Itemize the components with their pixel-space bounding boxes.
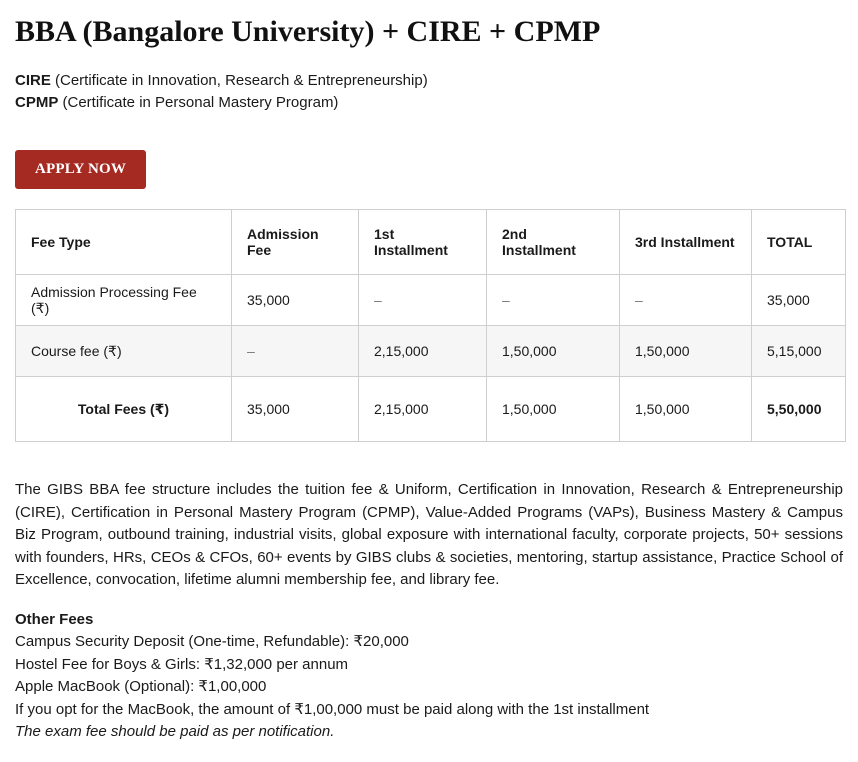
definition-abbr: CPMP — [15, 94, 59, 111]
table-cell: 35,000 — [752, 275, 846, 326]
table-cell: 2,15,000 — [359, 326, 487, 377]
col-header-total: TOTAL — [752, 210, 846, 275]
table-cell: 35,000 — [232, 275, 359, 326]
table-row-total — [16, 377, 846, 442]
table-cell: Course fee (₹) — [16, 326, 232, 377]
col-header-fee-type: Fee Type — [16, 210, 232, 275]
table-cell: 1,50,000 — [487, 377, 620, 442]
fee-table — [15, 209, 846, 442]
list-item: Hostel Fee for Boys & Girls: ₹1,32,000 per annum — [15, 655, 349, 673]
table-cell: Total Fees (₹) — [16, 377, 232, 442]
other-fees-heading: Other Fees — [15, 610, 94, 628]
fee-table-header-row — [16, 210, 846, 275]
program-definitions — [15, 70, 843, 114]
list-item: If you opt for the MacBook, the amount of ₹1,00,000 must be paid along with the 1st installment — [15, 700, 650, 718]
exam-fee-note: The exam fee should be paid as per notification. — [15, 723, 335, 741]
definition-cpmp — [15, 92, 843, 114]
other-fees — [15, 609, 843, 744]
col-header-3rd-installment: 3rd Installment — [620, 210, 752, 275]
apply-now-button[interactable]: APPLY NOW — [15, 150, 146, 189]
col-header-admission-fee: Admission Fee — [232, 210, 359, 275]
table-cell: – — [620, 275, 752, 326]
definition-text: (Certificate in Personal Mastery Program) — [58, 94, 339, 111]
definition-abbr: CIRE — [15, 72, 51, 89]
definition-text: (Certificate in Innovation, Research & Entrepreneurship) — [50, 72, 428, 89]
table-cell-grand-total: 5,50,000 — [752, 377, 846, 442]
table-cell: 1,50,000 — [620, 377, 752, 442]
table-cell: 5,15,000 — [752, 326, 846, 377]
list-item: Campus Security Deposit (One-time, Refundable): ₹20,000 — [15, 633, 409, 651]
col-header-2nd-installment: 2nd Installment — [487, 210, 620, 275]
table-cell: 1,50,000 — [487, 326, 620, 377]
table-cell: – — [487, 275, 620, 326]
table-cell: – — [359, 275, 487, 326]
fee-description: The GIBS BBA fee structure includes the tuition fee & Uniform, Certification in Innovation, Research & Entrepreneurship (CIRE), Certification in Personal Mastery Program (CPMP), Value-Added Programs (VAPs), Business Mastery & Campus Biz Program, outbound training, industrial visits, global exposure with international faculty, corporate projects, 50+ sessions with founders, HRs, CEOs & CFOs, 60+ events by GIBS clubs & societies, mentoring, startup assistance, Practice School of Excellence, convocation, lifetime alumni membership fee, and library fee. — [15, 481, 843, 589]
table-cell: 2,15,000 — [359, 377, 487, 442]
list-item: Apple MacBook (Optional): ₹1,00,000 — [15, 678, 267, 696]
page-title: BBA (Bangalore University) + CIRE + CPMP — [15, 15, 601, 48]
table-row — [16, 275, 846, 326]
table-row — [16, 326, 846, 377]
table-cell: 1,50,000 — [620, 326, 752, 377]
table-cell: Admission Processing Fee (₹) — [16, 275, 232, 326]
table-cell: 35,000 — [232, 377, 359, 442]
col-header-1st-installment: 1st Installment — [359, 210, 487, 275]
table-cell: – — [232, 326, 359, 377]
definition-cire — [15, 70, 843, 92]
